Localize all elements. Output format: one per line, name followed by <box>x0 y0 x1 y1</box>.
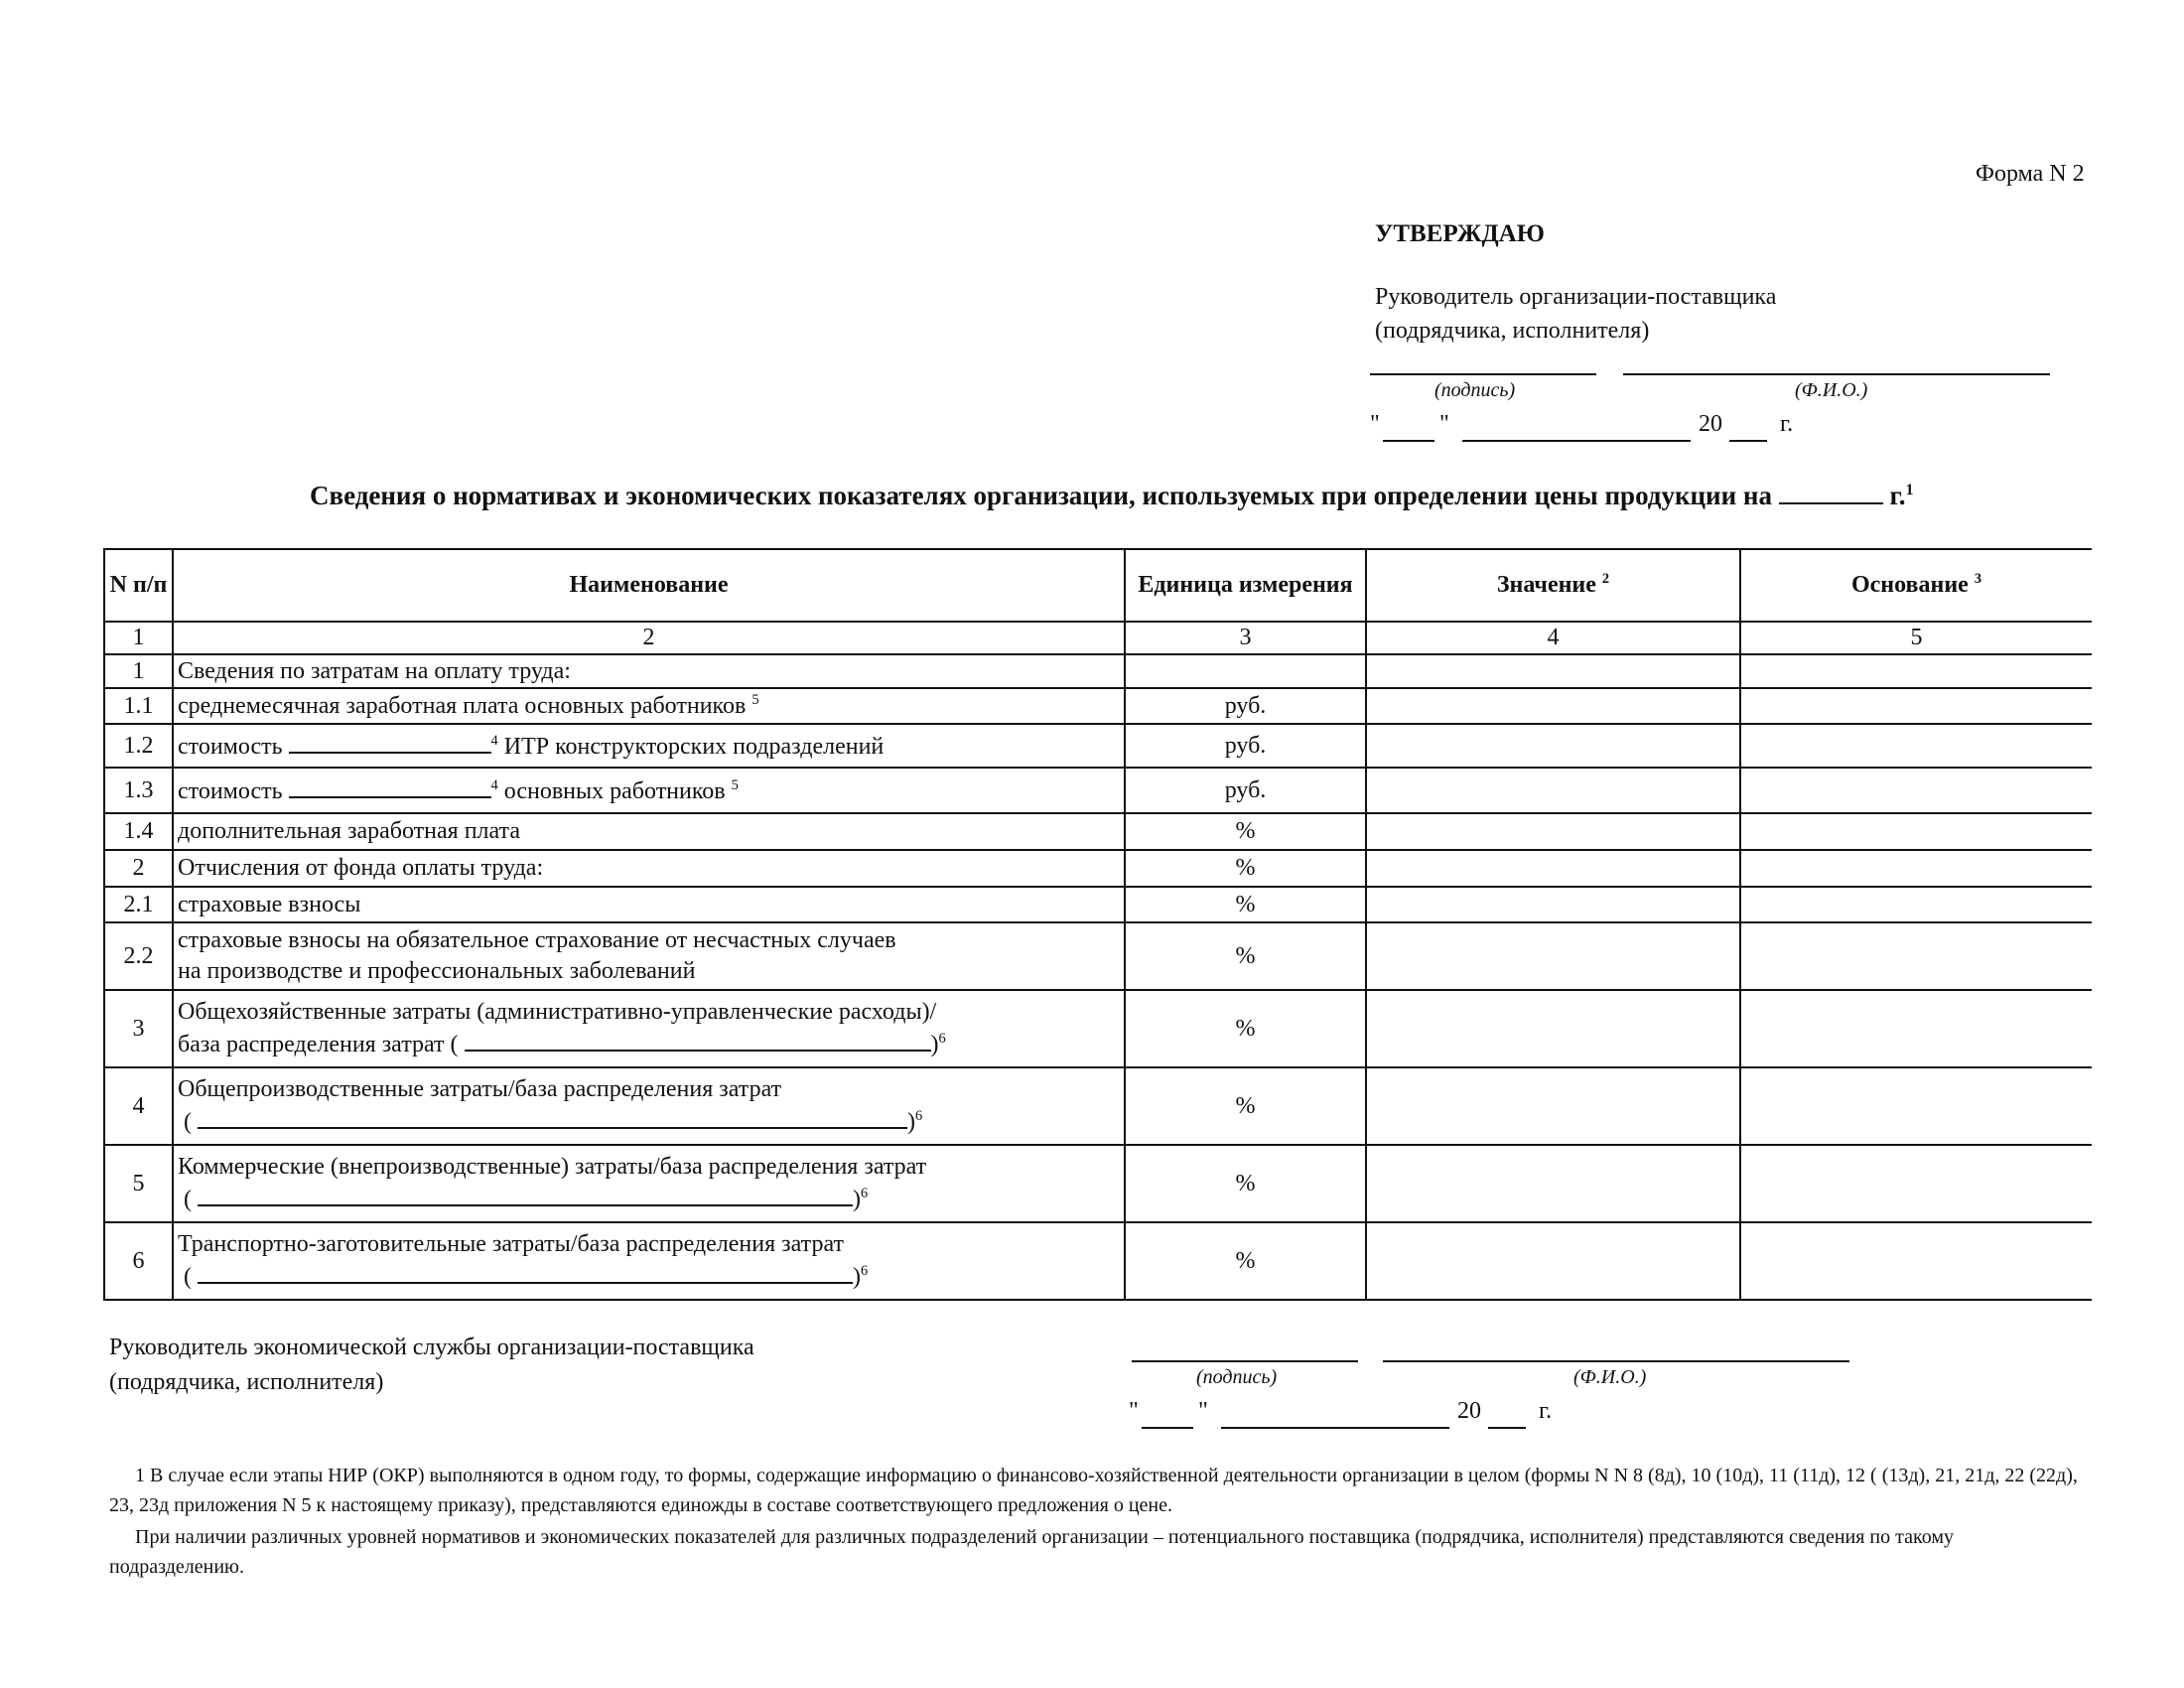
value-cell[interactable] <box>1366 1067 1740 1145</box>
basis-cell[interactable] <box>1740 1222 2092 1300</box>
row-name-line1: Коммерческие (внепроизводственные) затраты/база распределения затрат <box>178 1154 927 1180</box>
economist-position-line1: Руководитель экономической службы организации-поставщика <box>109 1335 754 1360</box>
row-name-post: основных работников <box>503 777 726 804</box>
header-basis <box>1740 549 2092 622</box>
row-blank-field[interactable] <box>289 774 491 798</box>
row-name: страховые взносы <box>173 887 1125 922</box>
value-cell[interactable] <box>1366 922 1740 990</box>
header-basis-footnote: 3 <box>1974 571 1982 587</box>
row-num: 1.3 <box>104 768 173 813</box>
approver-year-line[interactable] <box>1729 440 1767 442</box>
basis-cell[interactable] <box>1740 1145 2092 1222</box>
value-cell[interactable] <box>1366 990 1740 1067</box>
value-cell[interactable] <box>1366 724 1740 768</box>
row-name-line2: на производстве и профессиональных заболеваний <box>178 958 696 984</box>
column-number: 5 <box>1740 622 2092 654</box>
row-name <box>173 1222 1125 1300</box>
economist-quote-open: " <box>1129 1398 1139 1424</box>
approver-signature-line[interactable] <box>1370 373 1596 375</box>
page-title-suffix: г. <box>1889 481 1906 510</box>
basis-cell[interactable] <box>1740 688 2092 724</box>
row-name-line1: Общепроизводственные затраты/база распределения затрат <box>178 1076 782 1102</box>
value-cell[interactable] <box>1366 1222 1740 1300</box>
approver-year-suffix: г. <box>1780 411 1794 437</box>
row-unit: руб. <box>1125 768 1366 813</box>
row-name-text: среднемесячная заработная плата основных работников <box>178 692 747 719</box>
table-row <box>104 990 2092 1067</box>
page-title-year-blank[interactable] <box>1779 481 1883 504</box>
row-name-post: ИТР конструкторских подразделений <box>503 733 885 760</box>
economist-position-line2: (подрядчика, исполнителя) <box>109 1369 384 1395</box>
table-row <box>104 724 2092 768</box>
row-blank-field[interactable] <box>198 1183 853 1206</box>
header-unit: Единица измерения <box>1125 549 1366 622</box>
approver-name-line[interactable] <box>1623 373 2050 375</box>
table-row <box>104 1067 2092 1145</box>
row-footnote: 5 <box>731 776 739 793</box>
column-number: 3 <box>1125 622 1366 654</box>
row-close-paren: ) <box>907 1109 915 1135</box>
economist-year-prefix: 20 <box>1457 1398 1481 1424</box>
row-num: 4 <box>104 1067 173 1145</box>
row-blank-field[interactable] <box>289 730 491 754</box>
form-label: Форма N 2 <box>1976 161 2085 187</box>
row-name-pre: стоимость <box>178 777 283 804</box>
approver-year-prefix: 20 <box>1699 411 1722 437</box>
table-row <box>104 1222 2092 1300</box>
footnote-1: 1 В случае если этапы НИР (ОКР) выполняются в одном году, то формы, содержащие информацию о финансово-хозяйственной деятельности организации в целом (формы N N 8 (8д), 10 (10д), 11 (11д), 12 ( (13д), 21, 21д, 22 (22д), 23, 23д приложения N 5 к настоящему приказу), представляются единожды в составе соответствующего предложения о цене. <box>109 1465 2078 1516</box>
approver-quote-close: " <box>1439 411 1449 437</box>
column-number: 2 <box>173 622 1125 654</box>
row-name <box>173 688 1125 724</box>
row-num: 1.4 <box>104 813 173 850</box>
economist-quote-close: " <box>1198 1398 1208 1424</box>
approver-name-caption: (Ф.И.О.) <box>1795 379 1868 401</box>
basis-cell[interactable] <box>1740 768 2092 813</box>
row-blank-field[interactable] <box>198 1260 853 1284</box>
table-row <box>104 768 2092 813</box>
approver-day-line[interactable] <box>1383 440 1434 442</box>
value-cell[interactable] <box>1366 850 1740 887</box>
header-basis-label: Основание <box>1850 572 1969 598</box>
row-unit: % <box>1125 922 1366 990</box>
row-name <box>173 990 1125 1067</box>
row-open-paren: ( <box>184 1187 192 1212</box>
row-num: 1.1 <box>104 688 173 724</box>
approve-title: УТВЕРЖДАЮ <box>1375 220 1545 247</box>
row-unit: % <box>1125 1067 1366 1145</box>
row-num: 3 <box>104 990 173 1067</box>
table-row <box>104 1145 2092 1222</box>
basis-cell[interactable] <box>1740 850 2092 887</box>
row-footnote: 4 <box>490 732 498 749</box>
row-num: 2.2 <box>104 922 173 990</box>
approver-position <box>1375 280 1776 348</box>
header-num: N п/п <box>104 549 173 622</box>
row-name-pre: стоимость <box>178 733 283 760</box>
value-cell[interactable] <box>1366 688 1740 724</box>
row-name <box>173 1145 1125 1222</box>
basis-cell[interactable] <box>1740 922 2092 990</box>
row-name: дополнительная заработная плата <box>173 813 1125 850</box>
approver-position-line1: Руководитель организации-поставщика <box>1375 284 1777 310</box>
page-title <box>310 481 1914 511</box>
economist-signature-caption: (подпись) <box>1196 1366 1278 1388</box>
economist-name-caption: (Ф.И.О.) <box>1573 1366 1647 1388</box>
row-blank-field[interactable] <box>198 1105 907 1129</box>
row-unit: % <box>1125 887 1366 922</box>
row-close-paren: ) <box>853 1264 861 1290</box>
row-unit: % <box>1125 990 1366 1067</box>
row-num: 5 <box>104 1145 173 1222</box>
table-row <box>104 922 2092 990</box>
economist-month-line[interactable] <box>1221 1427 1449 1429</box>
header-value-label: Значение <box>1496 572 1596 598</box>
page-title-footnote: 1 <box>1905 481 1914 498</box>
row-open-paren: ( <box>184 1264 192 1290</box>
row-name: Отчисления от фонда оплаты труда: <box>173 850 1125 887</box>
norms-table <box>103 548 2092 1301</box>
row-name-line1: Транспортно-заготовительные затраты/база распределения затрат <box>178 1231 844 1257</box>
row-name <box>173 922 1125 990</box>
row-unit: % <box>1125 1222 1366 1300</box>
basis-cell[interactable] <box>1740 887 2092 922</box>
column-number: 4 <box>1366 622 1740 654</box>
column-numbers-row <box>104 622 2092 654</box>
approver-position-line2: (подрядчика, исполнителя) <box>1375 318 1650 344</box>
value-cell[interactable] <box>1366 768 1740 813</box>
basis-cell[interactable] <box>1740 654 2092 688</box>
header-value <box>1366 549 1740 622</box>
table-row <box>104 813 2092 850</box>
economist-name-line[interactable] <box>1383 1360 1849 1362</box>
row-unit: % <box>1125 1145 1366 1222</box>
economist-day-line[interactable] <box>1142 1427 1193 1429</box>
row-unit: % <box>1125 850 1366 887</box>
basis-cell[interactable] <box>1740 724 2092 768</box>
row-unit: % <box>1125 813 1366 850</box>
table-header-row <box>104 549 2092 622</box>
basis-cell[interactable] <box>1740 1067 2092 1145</box>
approver-month-line[interactable] <box>1462 440 1691 442</box>
economist-year-suffix: г. <box>1539 1398 1553 1424</box>
value-cell[interactable] <box>1366 654 1740 688</box>
header-name: Наименование <box>173 549 1125 622</box>
row-num: 6 <box>104 1222 173 1300</box>
value-cell[interactable] <box>1366 1145 1740 1222</box>
row-footnote: 6 <box>861 1263 869 1279</box>
economist-signature-line[interactable] <box>1132 1360 1358 1362</box>
table-row <box>104 654 2092 688</box>
table-row <box>104 688 2092 724</box>
row-name <box>173 768 1125 813</box>
page-title-text: Сведения о нормативах и экономических показателях организации, используемых при определении цены продукции на <box>310 481 1772 510</box>
row-footnote: 5 <box>751 691 759 708</box>
row-name-line1: Общехозяйственные затраты (административно-управленческие расходы)/ <box>178 999 937 1025</box>
table-row <box>104 887 2092 922</box>
economist-position <box>109 1331 754 1400</box>
row-footnote: 6 <box>861 1186 869 1201</box>
header-value-footnote: 2 <box>1601 571 1610 587</box>
row-name-line2: база распределения затрат ( <box>178 1032 459 1057</box>
row-footnote: 6 <box>938 1031 946 1047</box>
column-number: 1 <box>104 622 173 654</box>
row-open-paren: ( <box>184 1109 192 1135</box>
approver-signature-caption: (подпись) <box>1434 379 1516 401</box>
row-footnote: 4 <box>490 776 498 793</box>
basis-cell[interactable] <box>1740 813 2092 850</box>
row-footnote: 6 <box>915 1108 923 1124</box>
row-num: 1 <box>104 654 173 688</box>
row-name <box>173 724 1125 768</box>
footnote-2: При наличии различных уровней нормативов и экономических показателей для различных подразделений организации – потенциального поставщика (подрядчика, исполнителя) представляются сведения по такому подразделению. <box>109 1526 1954 1578</box>
row-close-paren: ) <box>853 1187 861 1212</box>
approver-quote-open: " <box>1370 411 1380 437</box>
row-name-line1: страховые взносы на обязательное страхование от несчастных случаев <box>178 927 896 953</box>
row-close-paren: ) <box>930 1032 939 1057</box>
table-row <box>104 850 2092 887</box>
basis-cell[interactable] <box>1740 990 2092 1067</box>
row-num: 2.1 <box>104 887 173 922</box>
row-name: Сведения по затратам на оплату труда: <box>173 654 1125 688</box>
row-unit: руб. <box>1125 724 1366 768</box>
row-num: 2 <box>104 850 173 887</box>
row-blank-field[interactable] <box>465 1028 931 1052</box>
row-unit: руб. <box>1125 688 1366 724</box>
value-cell[interactable] <box>1366 813 1740 850</box>
value-cell[interactable] <box>1366 887 1740 922</box>
row-num: 1.2 <box>104 724 173 768</box>
row-unit <box>1125 654 1366 688</box>
row-name <box>173 1067 1125 1145</box>
economist-year-line[interactable] <box>1488 1427 1526 1429</box>
